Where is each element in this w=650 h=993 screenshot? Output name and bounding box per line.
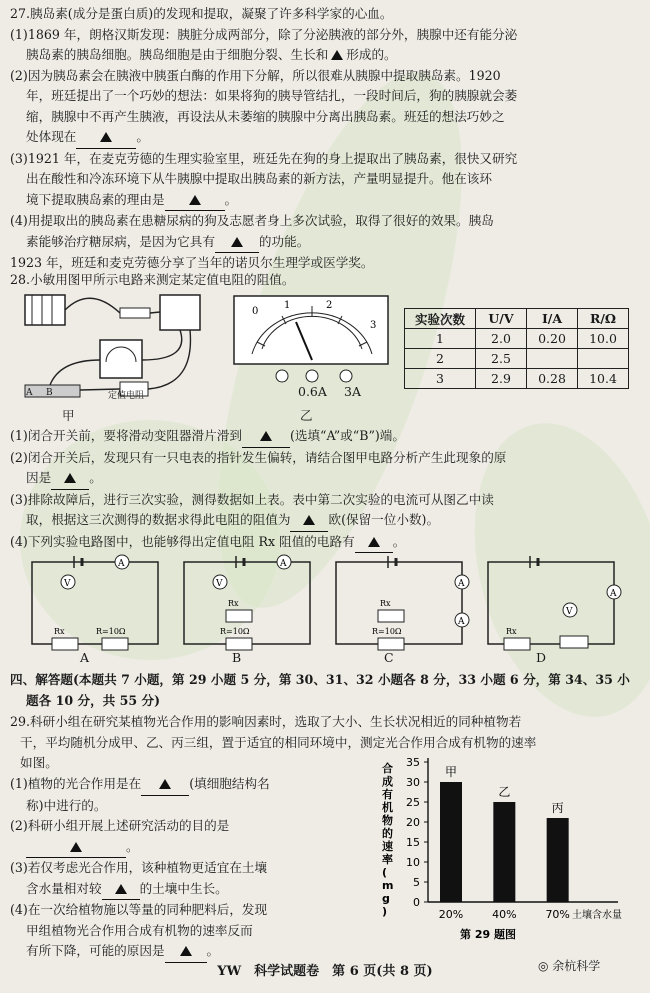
table-header: I/A: [527, 309, 578, 329]
page-footer: YW 科学试题卷 第 6 页(共 8 页): [217, 964, 433, 979]
y-axis-label-char: ): [382, 905, 388, 918]
y-tick-label: 30: [406, 776, 420, 789]
table-cell: [527, 349, 578, 369]
wechat-icon: ◎: [538, 959, 553, 973]
y-axis-label-char: 机: [382, 801, 393, 814]
q29-line: 如图。: [20, 755, 58, 770]
circuit-label-b: B: [232, 650, 242, 665]
answer-blank-icon[interactable]: [368, 537, 380, 547]
table-cell: 0.28: [527, 369, 578, 389]
q28-line: (2)闭合开关后，发现只有一只电表的指针发生偏转，请结合图甲电路分析产生此现象的原: [10, 449, 507, 465]
y-axis-label-char: (: [382, 866, 388, 879]
q29-line: (4)在一次给植物施以等量的同种肥料后，发现: [10, 902, 268, 917]
svg-text:A: A: [458, 617, 465, 627]
bar-label: 甲: [444, 765, 458, 779]
table-row: [405, 329, 629, 349]
q27-line: (1)1869 年，朗格汉斯发现：胰脏分成两部分，除了分泌胰液的部分外，胰腺中还有能分泌: [10, 26, 518, 42]
answer-blank-icon[interactable]: [70, 842, 82, 852]
y-axis-label-char: 有: [382, 788, 393, 801]
svg-text:V: V: [216, 579, 223, 589]
svg-text:Rx: Rx: [506, 627, 517, 636]
table-header-row: [405, 309, 629, 329]
q27-line: 出在酸性和冷冻环境下从牛胰腺中提取出胰岛素的新方法，产量明显提升。他在该环: [26, 171, 492, 186]
table-header: 实验次数: [405, 309, 476, 329]
q29-line: 29.科研小组在研究某植物光合作用的影响因素时，选取了大小、生长状况相近的同种植物若: [10, 714, 522, 729]
table-row: [405, 369, 629, 389]
meter-range-3: 3A: [344, 384, 361, 399]
q27-line: (2)因为胰岛素会在胰液中胰蛋白酶的作用下分解，所以很难从胰腺中提取胰岛素。1920: [10, 67, 501, 83]
q27-line: 胰岛素的胰岛细胞。胰岛细胞是由于细胞分裂、生长和 形成的。: [26, 47, 397, 62]
y-axis-label-char: 合: [382, 762, 393, 775]
svg-text:Rx: Rx: [54, 627, 65, 636]
q29-line: 甲组植物光合作用合成有机物的速率反而: [26, 922, 253, 938]
bar: [440, 782, 462, 902]
table-header: R/Ω: [578, 309, 629, 329]
fixed-resistor-label: 定值电阻: [108, 391, 145, 401]
q28-line: 因是 。: [10, 468, 638, 490]
answer-blank-icon[interactable]: [64, 473, 76, 483]
y-axis-label-char: 率: [382, 853, 393, 866]
bar-chart: [368, 752, 638, 946]
y-tick-label: 0: [413, 896, 420, 909]
circuit-diagrams: [18, 548, 630, 660]
q29-line: 。: [10, 837, 365, 859]
figure-yi-caption: 乙: [300, 408, 313, 423]
account-badge: [538, 957, 600, 974]
svg-text:R=10Ω: R=10Ω: [96, 627, 126, 636]
q27-line: (4)用提取出的胰岛素在患糖尿病的狗及志愿者身上多次试验，取得了很好的效果。胰岛: [10, 213, 494, 228]
svg-text:Rx: Rx: [380, 599, 391, 608]
answer-blank-icon[interactable]: [231, 237, 243, 247]
table-cell: 2.0: [476, 329, 527, 349]
svg-text:R=10Ω: R=10Ω: [372, 627, 402, 636]
question-27: [10, 4, 638, 274]
q29-line: 称)中进行的。: [26, 797, 107, 813]
table-cell: 2: [405, 349, 476, 369]
table-cell: 2.5: [476, 349, 527, 369]
table-cell: 10.0: [578, 329, 629, 349]
q29-line: 含水量相对较 的土壤中生长。: [10, 879, 365, 901]
q29-line: (2)科研小组开展上述研究活动的目的是: [10, 818, 230, 833]
y-axis-label-char: 物: [382, 814, 393, 827]
circuit-d: [488, 556, 621, 650]
y-axis-label-char: 速: [382, 840, 393, 853]
svg-text:3: 3: [370, 320, 377, 331]
q27-line: (3)1921 年，在麦克劳德的生理实验室里，班廷先在狗的身上提取出了胰岛素，很快又研究: [10, 150, 518, 166]
svg-text:A: A: [280, 559, 287, 569]
circuit-c: [336, 556, 469, 650]
answer-blank-icon[interactable]: [331, 50, 343, 60]
answer-blank-icon[interactable]: [100, 132, 112, 142]
answer-blank-icon[interactable]: [159, 779, 171, 789]
q29-line: (1)植物的光合作用是在 (填细胞结构名: [10, 774, 365, 796]
svg-text:V: V: [64, 579, 71, 589]
q27-line: 处体现在 。: [26, 127, 638, 149]
y-tick-label: 15: [406, 836, 420, 849]
q28-line: 取，根据这三次测得的数据求得此电阻的阻值为 欧(保留一位小数)。: [10, 510, 638, 532]
y-axis-label-char: g: [382, 892, 390, 905]
svg-text:1: 1: [284, 300, 291, 311]
chart-caption: 第 29 题图: [460, 928, 516, 941]
table-cell: 3: [405, 369, 476, 389]
table-cell: 10.4: [578, 369, 629, 389]
section-line: 四、解答题(本题共 7 小题，第 29 小题 5 分，第 30、31、32 小题各 8 分，33 小题 6 分，第 34、35 小: [10, 672, 630, 687]
q28-title: 28.小敏用图甲所示电路来测定某定值电阻的阻值。: [10, 272, 295, 287]
svg-text:A: A: [610, 589, 617, 599]
x-axis-label: 土壤含水量: [572, 910, 622, 921]
table-row: [405, 349, 629, 369]
figure-yi-ammeter: [232, 294, 392, 389]
circuit-a: [32, 555, 158, 650]
data-table: [404, 308, 629, 389]
table-cell: [578, 349, 629, 369]
meter-range-06: 0.6A: [298, 384, 327, 399]
table-cell: 1: [405, 329, 476, 349]
y-tick-label: 25: [406, 796, 420, 809]
svg-text:R=10Ω: R=10Ω: [220, 627, 250, 636]
y-tick-label: 35: [406, 756, 420, 769]
answer-blank-icon[interactable]: [115, 884, 127, 894]
q29-line: (3)若仅考虑光合作用，该种植物更适宜在土壤: [10, 860, 268, 875]
x-tick-label: 40%: [492, 908, 517, 921]
answer-blank-icon[interactable]: [260, 431, 272, 441]
q29-parts: [10, 774, 365, 963]
table-header: U/V: [476, 309, 527, 329]
answer-blank-icon[interactable]: [189, 195, 201, 205]
svg-text:A: A: [118, 559, 125, 569]
slider-end-a: A: [26, 388, 33, 398]
y-tick-label: 5: [413, 876, 420, 889]
bar-label: 丙: [551, 801, 564, 815]
svg-text:0: 0: [252, 306, 259, 317]
q29-line: 有所下降，可能的原因是 。: [10, 941, 365, 963]
bar-label: 乙: [498, 785, 511, 799]
table-cell: 0.20: [527, 329, 578, 349]
y-axis-label-char: 成: [382, 775, 393, 788]
svg-text:2: 2: [326, 300, 333, 311]
q29-line: 干，平均随机分成甲、乙、丙三组，置于适宜的相同环境中，测定光合作用合成有机物的速率: [20, 734, 537, 750]
q27-title: 27.胰岛素(成分是蛋白质)的发现和提取，凝聚了许多科学家的心血。: [10, 6, 393, 21]
circuit-b: [184, 555, 310, 650]
q27-line: 缩，胰腺中不再产生胰液，再设法从未萎缩的胰腺中分离出胰岛素。班廷的想法巧妙之: [26, 108, 505, 124]
circuit-label-c: C: [384, 650, 394, 665]
svg-text:Rx: Rx: [228, 599, 239, 608]
circuit-label-a: A: [80, 650, 90, 665]
table-cell: 2.9: [476, 369, 527, 389]
q27-line: 1923 年，班廷和麦克劳德分享了当年的诺贝尔生理学或医学奖。: [10, 255, 374, 270]
answer-blank-icon[interactable]: [180, 946, 192, 956]
bar-chart-svg: [368, 752, 638, 942]
y-axis-label-char: m: [382, 879, 394, 892]
slider-end-b: B: [46, 388, 53, 398]
svg-text:V: V: [566, 607, 573, 617]
x-tick-label: 20%: [438, 908, 464, 921]
q28-line: (1)闭合开关前，要将滑动变阻器滑片滑到 (选填“A”或“B”)端。: [10, 426, 638, 448]
q27-line: 境下提取胰岛素的理由是 。: [26, 190, 638, 212]
x-tick-label: 70%: [545, 908, 570, 921]
section-4-header: [10, 670, 638, 711]
bar: [547, 818, 569, 902]
q28-line: (3)排除故障后，进行三次实验，测得数据如上表。表中第二次实验的电流可从图乙中读: [10, 491, 494, 507]
y-tick-label: 10: [406, 856, 420, 869]
badge-text: 余杭科学: [552, 959, 601, 973]
question-28-parts: [10, 426, 638, 553]
y-tick-label: 20: [406, 816, 420, 829]
bar: [493, 802, 515, 902]
q27-line: 素能够治疗糖尿病，是因为它具有 的功能。: [26, 232, 638, 254]
section-line: 题各 10 分，共 55 分): [26, 692, 161, 708]
answer-blank-icon[interactable]: [303, 515, 315, 525]
figure-jia-caption: 甲: [62, 408, 75, 423]
y-axis-label-char: 的: [382, 827, 393, 840]
svg-text:A: A: [458, 579, 465, 589]
circuit-label-d: D: [536, 650, 547, 665]
q28-line: (4)下列实验电路图中，也能够得出定值电阻 Rx 阻值的电路有 。: [10, 532, 638, 554]
q27-line: 年，班廷提出了一个巧妙的想法：如果将狗的胰导管结扎，一段时间后，狗的胰腺就会萎: [26, 88, 518, 103]
